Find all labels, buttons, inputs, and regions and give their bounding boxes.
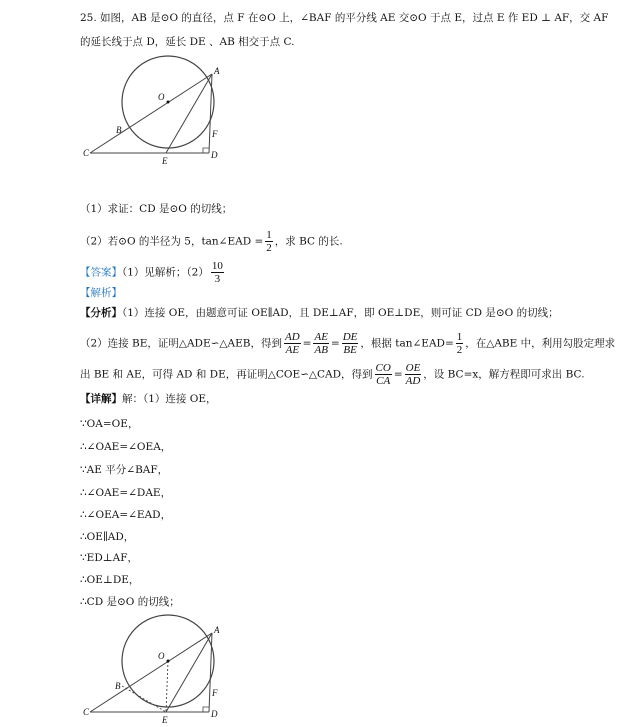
frac-ae-ab: $\frac{AE}{AB}$ xyxy=(314,331,328,356)
question-2-pre: （2）若⊙O 的半径为 5，tan∠EAD = xyxy=(80,235,264,248)
answer-tag: 【答案】 xyxy=(80,266,122,279)
label-b: B xyxy=(116,125,122,135)
line-be-dashed xyxy=(122,686,166,712)
step-8: ∴OE⊥DE， xyxy=(80,574,140,586)
center-dot-2 xyxy=(167,660,170,663)
label-f: F xyxy=(212,129,218,139)
label-e-2: E xyxy=(162,715,168,725)
label-e: E xyxy=(162,156,168,166)
line-ae-2 xyxy=(166,633,212,712)
step-7: ∵ED⊥AF， xyxy=(80,552,139,564)
label-a: A xyxy=(214,66,220,76)
problem-line-2: 的延长线于点 D，延长 DE 、AB 相交于点 C. xyxy=(80,36,295,48)
step-3: ∵AE 平分∠BAF， xyxy=(80,464,169,476)
analysis-tag: 【解析】 xyxy=(80,287,122,299)
detail-first: 解：（1）连接 OE， xyxy=(122,393,217,405)
label-c: C xyxy=(83,148,90,158)
geometry-figure-1 xyxy=(80,55,230,170)
step-5: ∴∠OEA=∠EAD， xyxy=(80,509,172,521)
step-4: ∴∠OAE=∠DAE， xyxy=(80,487,172,499)
q2-fraction: $\frac{1}{2}$ xyxy=(266,229,272,254)
fenxi-line xyxy=(80,306,559,320)
answer-fraction: $\frac{10}{3}$ xyxy=(211,260,223,285)
label-o: O xyxy=(158,92,165,102)
frac-ad-ae: $\frac{AD}{AE}$ xyxy=(284,331,300,356)
frac-oe-ad: $\frac{OE}{AD}$ xyxy=(405,362,421,387)
label-d-2: D xyxy=(211,709,218,719)
step-9: ∴CD 是⊙O 的切线； xyxy=(80,596,180,608)
question-1: （1）求证：CD 是⊙O 的切线； xyxy=(80,203,233,215)
frac-co-ca: $\frac{CO}{CA}$ xyxy=(375,362,391,387)
part2-line-1 xyxy=(80,331,615,356)
line-ae xyxy=(166,74,212,153)
problem-line-1: 25. 如图，AB 是⊙O 的直径，点 F 在⊙O 上，∠BAF 的平分线 AE 交⊙O 于点 E，过点 E 作 ED ⊥ AF，交 AF xyxy=(80,12,609,24)
fenxi-text: （1）连接 OE，由题意可证 OE∥AD，且 DE⊥AF，即 OE⊥DE，则可证 CD 是⊙O 的切线； xyxy=(122,307,559,319)
answer-line xyxy=(80,260,226,285)
detail-tag: 【详解】 xyxy=(80,393,122,405)
step-6: ∴OE∥AD， xyxy=(80,531,135,543)
part2-line-2 xyxy=(80,362,585,387)
label-c-2: C xyxy=(83,707,90,717)
right-angle-mark xyxy=(203,148,209,153)
label-f-2: F xyxy=(212,688,218,698)
label-d: D xyxy=(211,150,218,160)
eq-1: = xyxy=(302,337,312,350)
line-oe-dashed xyxy=(166,661,168,712)
part2-pre: （2）连接 BE，证明△ADE∽△AEB，得到 xyxy=(80,337,282,350)
fenxi-tag: 【分析】 xyxy=(80,307,122,319)
question-2 xyxy=(80,229,343,254)
frac-de-be: $\frac{DE}{BE}$ xyxy=(342,331,358,356)
frac-1-2: $\frac{1}{2}$ xyxy=(456,331,463,356)
eq-2: = xyxy=(330,337,340,350)
geometry-figure-2 xyxy=(80,614,230,727)
line-ca-2 xyxy=(90,633,212,712)
detail-first-line xyxy=(80,392,217,406)
part2-line2-pre: 出 BE 和 AE，可得 AD 和 DE，再证明△COE∽△CAD，得到 xyxy=(80,368,373,381)
part2-line2-post: ，设 BC=x，解方程即可求出 BC. xyxy=(423,368,585,381)
label-b-2: B xyxy=(115,681,121,691)
right-angle-mark-2 xyxy=(203,707,209,712)
part2-post: ，在△ABE 中，利用勾股定理求 xyxy=(465,337,616,350)
label-a-2: A xyxy=(214,625,220,635)
label-o-2: O xyxy=(158,651,165,661)
question-2-post: ，求 BC 的长. xyxy=(274,235,343,248)
center-dot xyxy=(167,101,170,104)
line-ca xyxy=(90,74,212,153)
step-2: ∴∠OAE=∠OEA， xyxy=(80,441,172,453)
eq-5: = xyxy=(393,368,403,381)
answer-text: （1）见解析；（2） xyxy=(122,266,209,279)
part2-mid: ，根据 tan∠EAD= xyxy=(360,337,454,350)
step-1: ∵OA=OE， xyxy=(80,418,139,430)
